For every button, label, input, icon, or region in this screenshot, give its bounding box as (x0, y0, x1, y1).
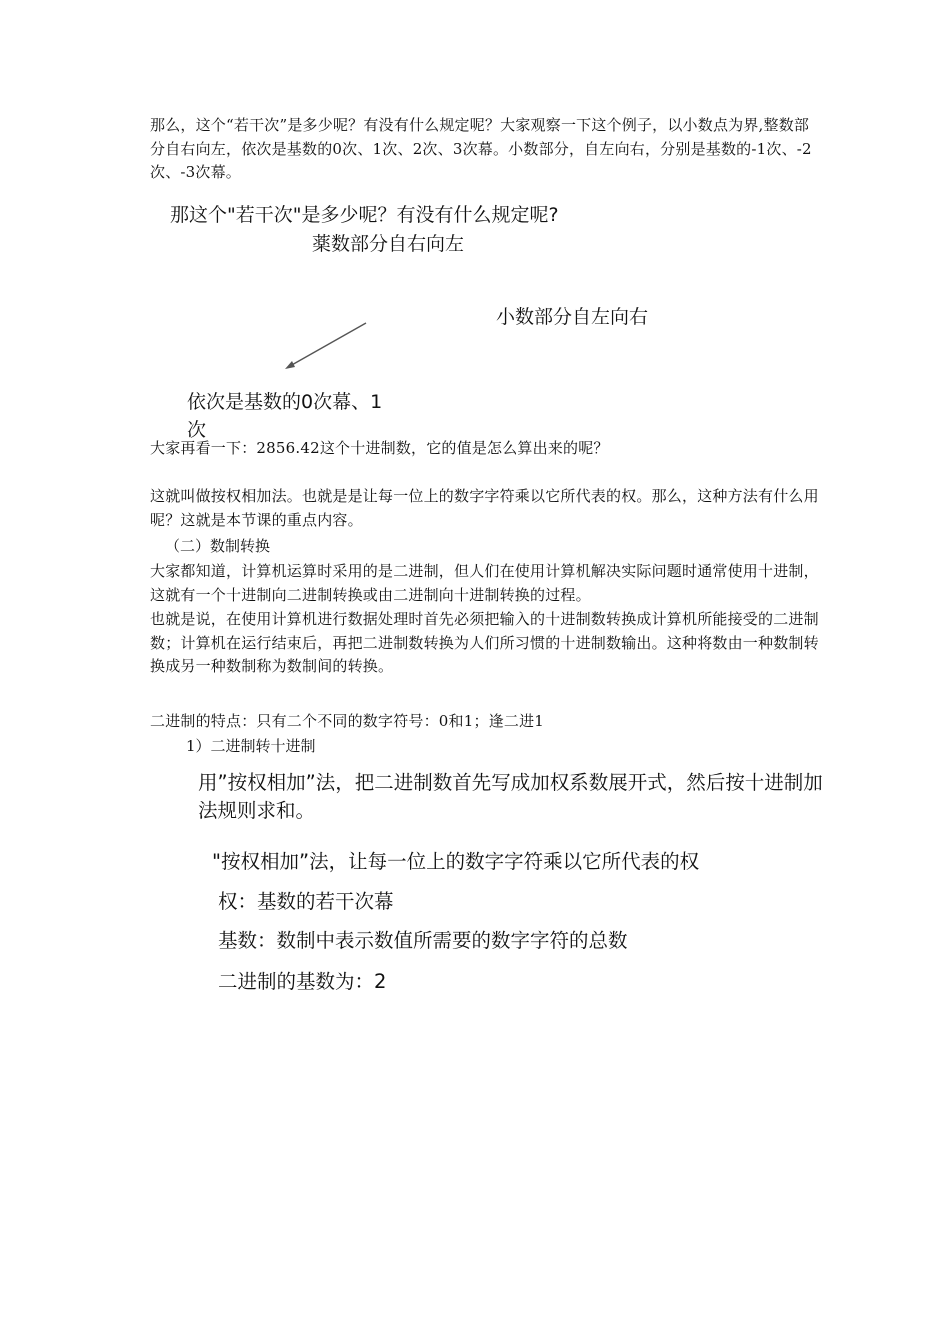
binary-base-line: 二进制的基数为：2 (218, 970, 387, 993)
weighted-sum-paragraph: 这就叫做按权相加法。也就是是让每一位上的数字字符乘以它所代表的权。那么，这种方法有什么用呢？这就是本节课的重点内容。 (150, 487, 819, 529)
base-definition: 基数：数制中表示数值所需要的数字字符的总数 (218, 929, 628, 952)
intro-paragraph: 那么，这个“若干次”是多少呢？有没有什么规定呢？大家观察一下这个例子，以小数点为界,整数部分自右向左，依次是基数的0次、1次、2次、3次幕。小数部分，自左向右，分别是基数的-1次、-2次、-3次幕。 (150, 116, 812, 181)
conversion-paragraph-1: 大家都知道，计算机运算时采用的是二进制，但人们在使用计算机解决实际问题时通常使用十进制，这就有一个十进制向二进制转换或由二进制向十进制转换的过程。 (150, 562, 819, 604)
slide-image (150, 190, 710, 441)
slide-fraction-part-label: 小数部分自左向右 (496, 306, 649, 328)
conversion-heading: （二）数制转换 (165, 537, 271, 555)
binary-features-paragraph: 二进制的特点：只有二个不同的数字符号：0和1；逢二进1 (150, 712, 545, 730)
binary-to-decimal-heading: 1）二进制转十进制 (186, 737, 316, 755)
weight-definition: 权：基数的若干次幕 (218, 890, 394, 913)
weighted-sum-quote: "按权相加”法，让每一位上的数字字符乘以它所代表的权 (212, 850, 700, 873)
arrow-icon (280, 318, 372, 372)
conversion-paragraph-2: 也就是说，在使用计算机进行数据处理时首先必须把输入的十进制数转换成计算机所能接受的二进制数；计算机在运行结束后，再把二进制数转换为人们所习惯的十进制数输出。这种将数由一种数制转换成另一种数制称为数制间的转换。 (150, 610, 819, 675)
slide-title: 那这个"若干次"是多少呢？有没有什么规定呢? (170, 204, 559, 226)
example-2856-paragraph: 大家再看一下：2856.42这个十进制数，它的值是怎么算出来的呢？ (150, 439, 609, 457)
slide-integer-part-label: 薬数部分自右向左 (312, 233, 465, 255)
weighted-sum-rule: 用”按权相加”法，把二进制数首先写成加权系数展开式，然后按十进制加法规则求和。 (198, 771, 823, 822)
slide-order-label: 依次是基数的0次幕、1次 (187, 391, 383, 441)
